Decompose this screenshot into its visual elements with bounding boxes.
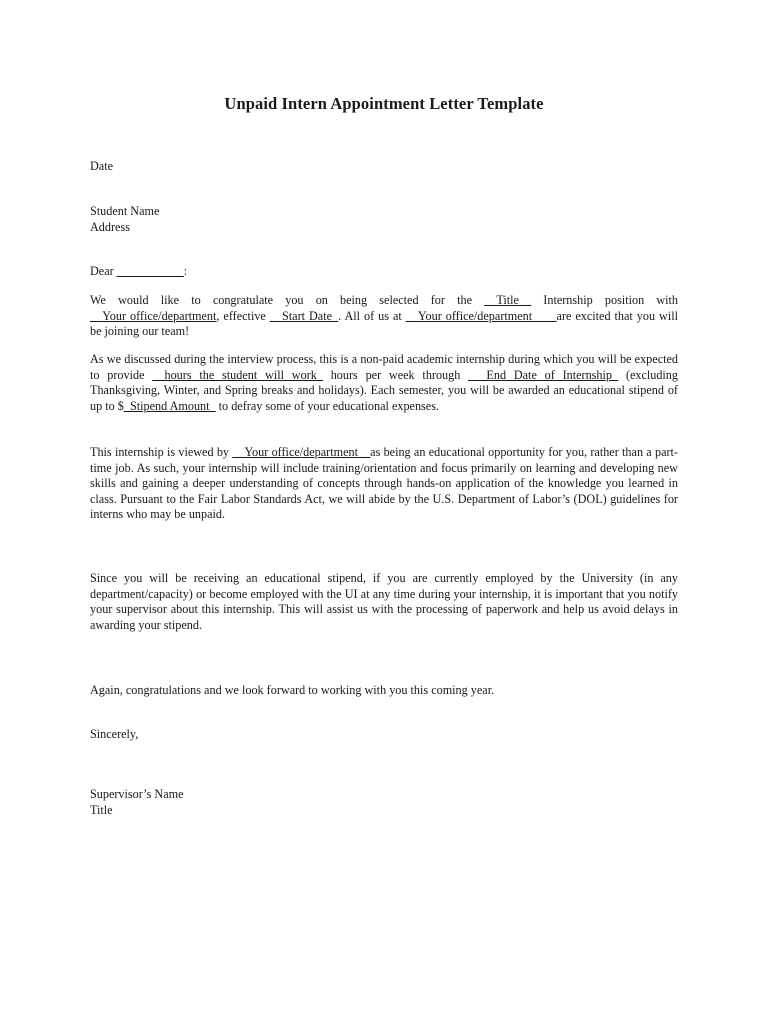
paragraph-congratulations (90, 293, 678, 340)
recipient-address: Address (90, 219, 130, 234)
p3-text-1: This internship is viewed by (90, 445, 233, 459)
p2-text-3: (excluding Thanksgiving, Winter, and Spring breaks and holidays). Each semester, you will be awarded an educational stipend of up to $ (90, 367, 678, 413)
signature-block (90, 787, 678, 818)
paragraph-closing-remarks: Again, congratulations and we look forward to working with you this coming year. (90, 683, 495, 697)
supervisor-name: Supervisor’s Name (90, 787, 184, 801)
department-field: __Your office/department (90, 308, 217, 323)
p2-text-1: As we discussed during the interview process, this is a non-paid academic internship during which you will be expected to provide (90, 352, 678, 382)
p2-text-4: to defray some of your educational expenses. (215, 398, 439, 413)
p1-text-1: We would like to congratulate you on being selected for the (90, 293, 485, 307)
supervisor-title: Title (90, 802, 113, 817)
paragraph-stipend-notice: Since you will be receiving an educational stipend, if you are currently employed by the University (in any department/capacity) or become employed with the UI at any time during your internship, it is important that you notify your supervisor about this internship. This will assist us with the processing of paperwork and help us avoid delays in awarding your stipend. (90, 571, 678, 632)
salutation-blank: ___________ (116, 264, 184, 278)
p1-text-2: Internship position with (531, 293, 678, 307)
hours-field: __hours the student will work_ (152, 367, 323, 382)
closing: Sincerely, (90, 727, 139, 741)
stipend-field: _Stipend Amount_ (123, 398, 216, 413)
p2-text-2: hours per week through (322, 367, 469, 382)
end-date-field: ___End Date of Internship_ (468, 367, 619, 382)
paragraph-internship-details (90, 352, 678, 414)
p1-text-5: are excited that you will be joining our team! (90, 308, 679, 338)
department-field-2: __Your office/department____ (405, 308, 557, 323)
salutation-prefix: Dear (90, 264, 117, 278)
p3-text-2: as being an educational opportunity for you, rather than a part-time job. As such, your internship will include training/orientation and focus primarily on learning and developing new skills and gaining a deeper understanding of concepts through hands-on application of the knowledge you learned in class. Pursuant to the Fair Labor Standards Act, we will abide by the U.S. Department of Labor’s (DOL) guidelines for interns who may be unpaid. (90, 445, 678, 521)
p1-text-4: . All of us at (338, 308, 406, 323)
date-line: Date (90, 159, 114, 173)
salutation-suffix: : (183, 264, 188, 278)
paragraph-educational-opportunity (90, 445, 678, 523)
salutation (90, 264, 678, 280)
title-field: __Title__ (484, 293, 532, 307)
p1-text-3: , effective (216, 308, 270, 323)
recipient-name: Student Name (90, 204, 160, 218)
recipient-block (90, 204, 678, 235)
department-field-3: __Your office/department__ (232, 445, 371, 459)
document-title: Unpaid Intern Appointment Letter Template (224, 94, 544, 113)
start-date-field: __Start Date_ (269, 308, 339, 323)
